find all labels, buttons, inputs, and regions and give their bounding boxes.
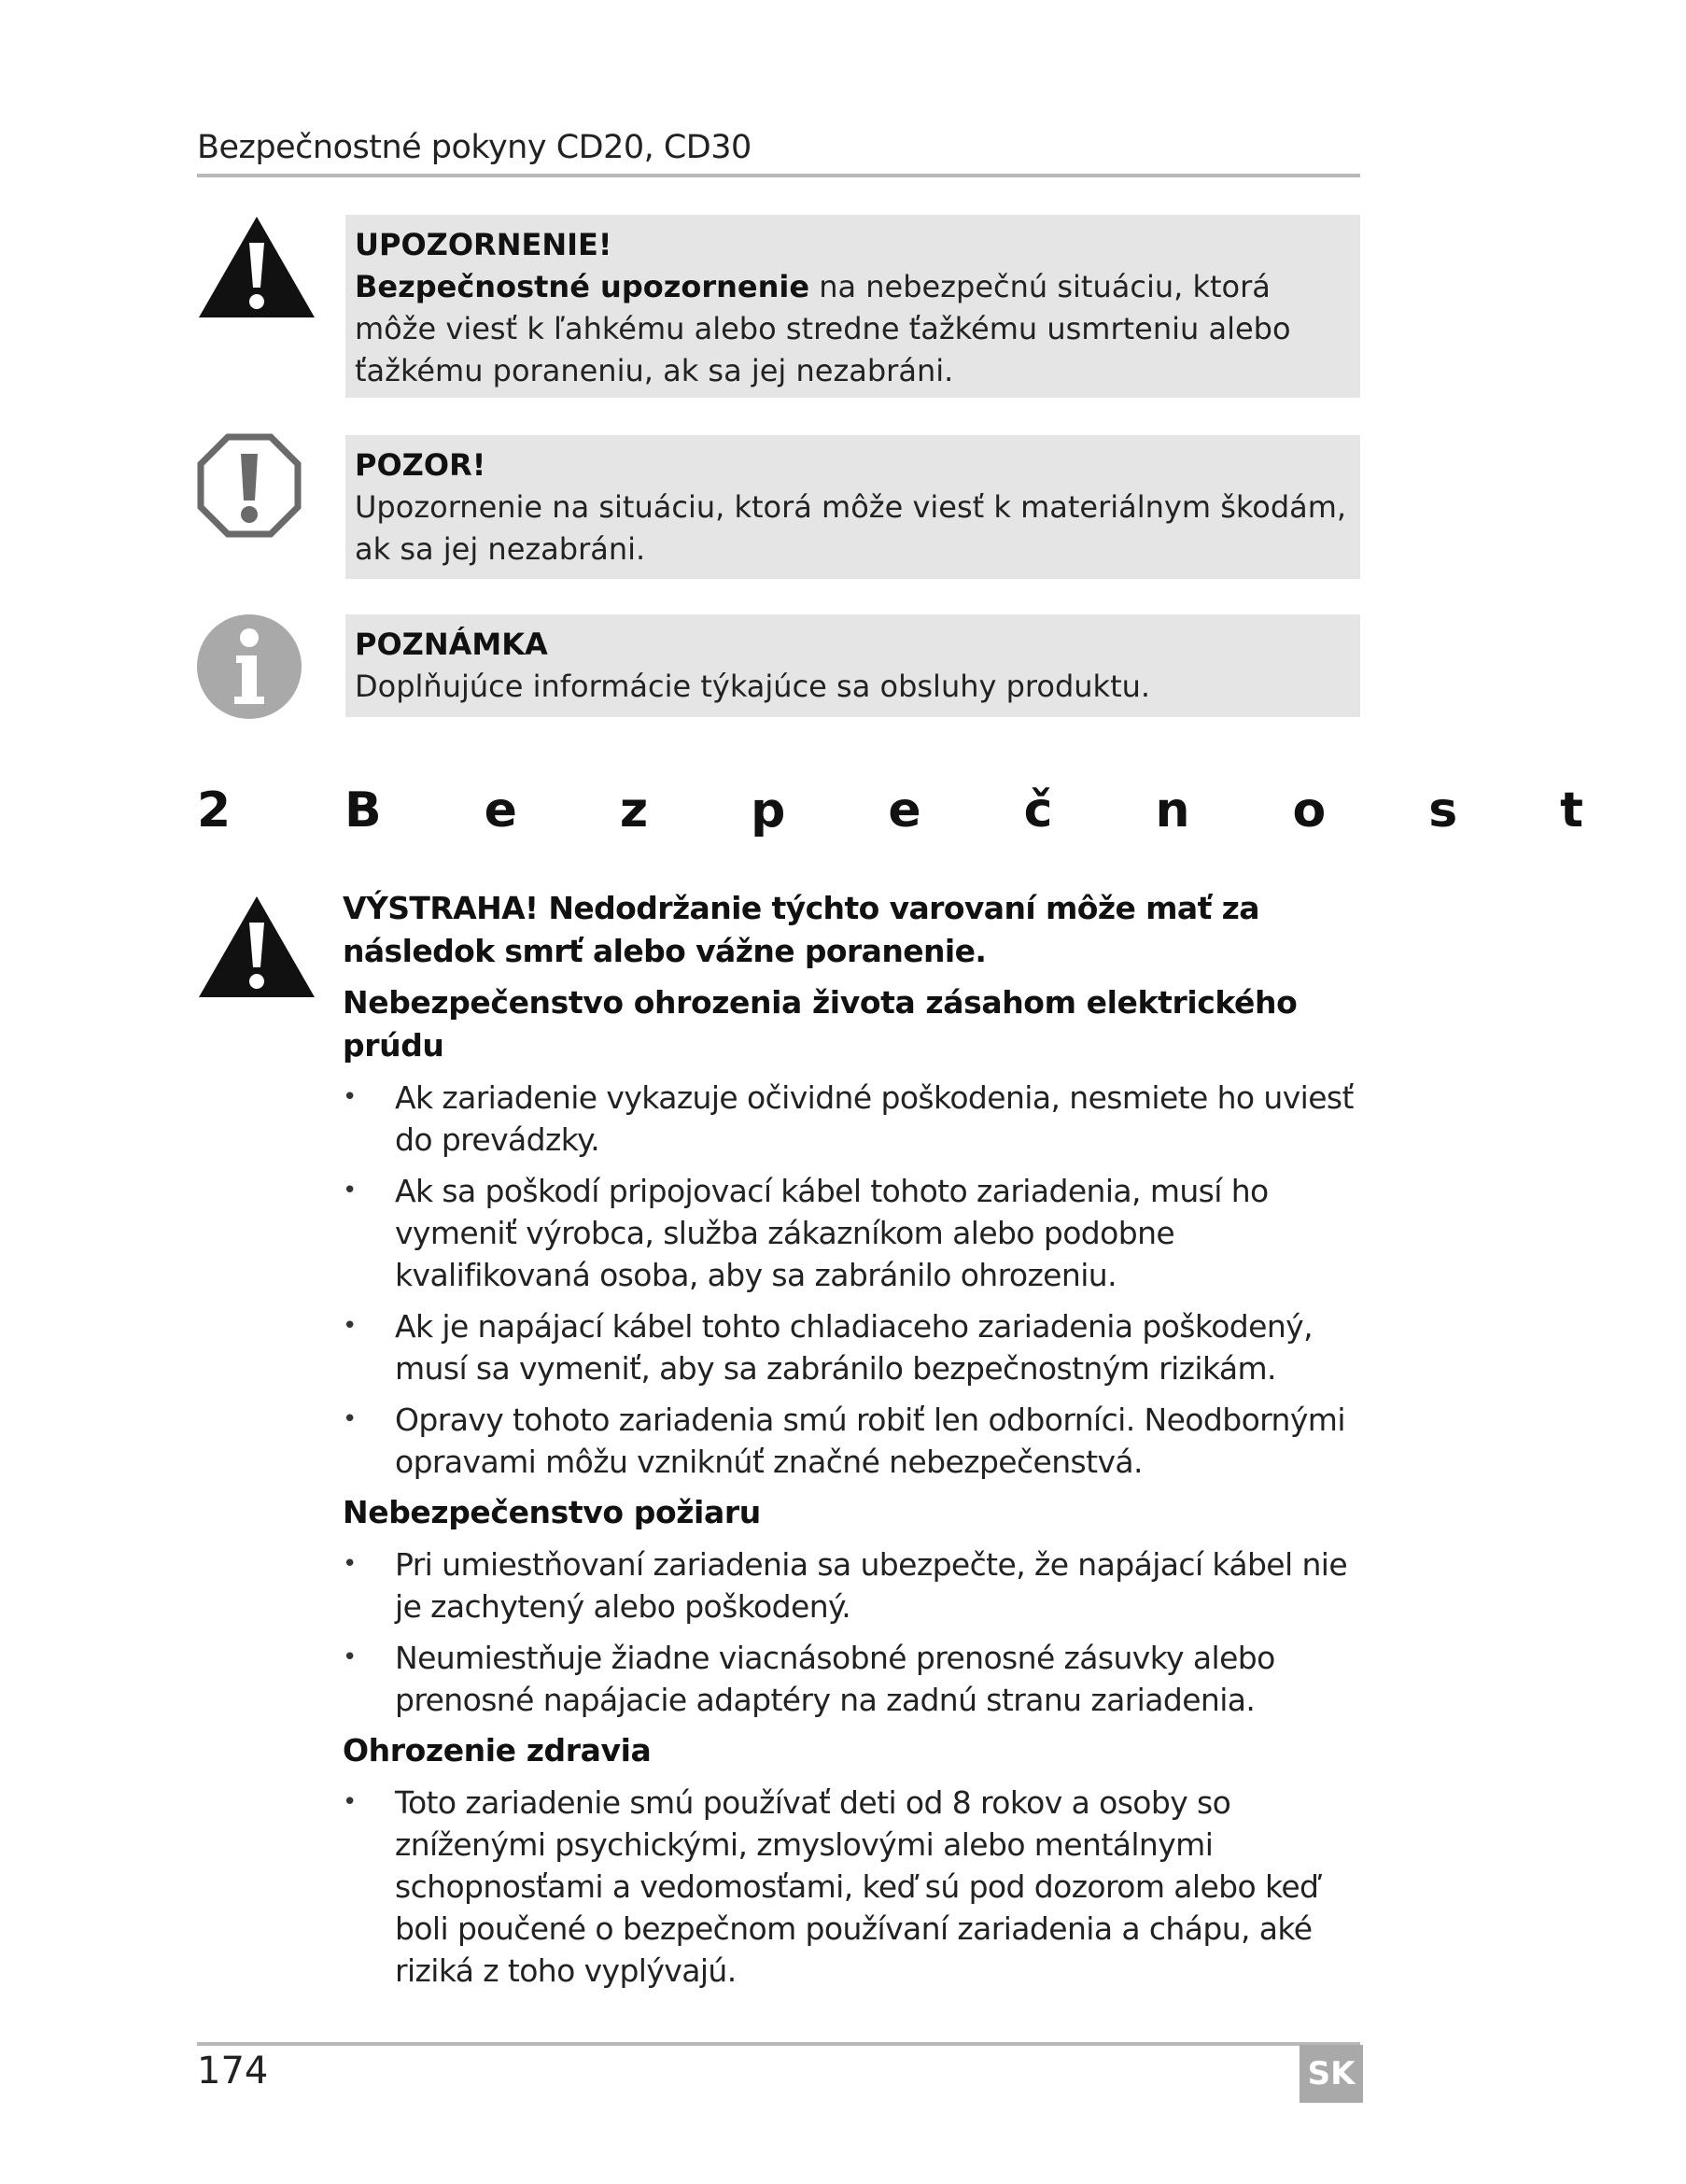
note-notice-title: POZNÁMKA	[355, 627, 548, 662]
warning-notice-text: na nebezpečnú situáciu, ktorá môže viesť k ľahkému alebo stredne ťažkému usmrteniu alebo ťažkému poraneniu, ak sa jej nezabráni.	[355, 269, 1291, 388]
subheading-fire: Nebezpečenstvo požiaru	[343, 1494, 761, 1530]
list-item: • Neumiestňuje žiadne viacnásobné prenosné zásuvky alebo prenosné napájacie adaptéry na zadnú stranu zariadenia.	[343, 1640, 1275, 1718]
warning-notice-title: UPOZORNENIE!	[355, 227, 612, 262]
warning-triangle-icon	[197, 895, 316, 999]
language-badge: SK	[1300, 2045, 1363, 2103]
warning-notice-lead: Bezpečnostné upozornenie	[355, 269, 810, 304]
list-item: • Pri umiestňovaní zariadenia sa ubezpečte, že napájací kábel nie je zachytený alebo poškodený.	[343, 1546, 1348, 1625]
bullet-list-fire	[343, 1543, 1370, 1721]
subheading-health: Ohrozenie zdravia	[343, 1732, 652, 1768]
page-number: 174	[197, 2050, 269, 2092]
section-number: 2	[197, 782, 232, 838]
list-item: • Ak zariadenie vykazuje očividné poškodenia, nesmiete ho uviesť do prevádzky.	[343, 1079, 1354, 1158]
warning-block	[343, 887, 1370, 1992]
warning-lead: VÝSTRAHA! Nedodržanie týchto varovaní môže mať za následok smrť alebo vážne poranenie.	[343, 890, 1259, 969]
note-notice	[345, 614, 1360, 717]
list-item: • Opravy tohoto zariadenia smú robiť len odborníci. Neodbornými opravami môžu vzniknúť značné nebezpečenstvá.	[343, 1402, 1345, 1480]
bullet-list-health	[343, 1782, 1370, 1992]
info-icon	[197, 614, 302, 719]
subheading-electric: Nebezpečenstvo ohrozenia života zásahom elektrického prúdu	[343, 984, 1298, 1064]
caution-notice-title: POZOR!	[355, 447, 486, 483]
caution-octagon-icon	[197, 433, 302, 538]
bullet-list-electric	[343, 1077, 1370, 1483]
list-item: • Toto zariadenie smú používať deti od 8 rokov a osoby so zníženými psychickými, zmyslovými alebo mentálnymi schopnosťami a vedomosťami, keď sú pod dozorom alebo keď boli poučené o bezpečnom používaní zariadenia a chápu, aké riziká z toho vyplývajú.	[343, 1784, 1319, 1989]
list-item: • Ak sa poškodí pripojovací kábel tohoto zariadenia, musí ho vymeniť výrobca, služba zákazníkom alebo podobne kvalifikovaná osoba, aby sa zabránilo ohrozeniu.	[343, 1173, 1269, 1293]
caution-notice-text: Upozornenie na situáciu, ktorá môže viesť k materiálnym škodám, ak sa jej nezabráni.	[355, 489, 1347, 567]
section-heading	[197, 782, 1686, 848]
footer-divider	[197, 2042, 1360, 2046]
section-title: Bezpečnost	[344, 782, 1686, 838]
header-title: Bezpečnostné pokyny CD20, CD30	[197, 129, 752, 166]
caution-notice	[345, 435, 1360, 579]
warning-notice	[345, 215, 1360, 398]
warning-triangle-icon	[197, 215, 316, 319]
note-notice-text: Doplňujúce informácie týkajúce sa obsluhy produktu.	[355, 669, 1151, 704]
header-divider	[197, 174, 1360, 177]
list-item: • Ak je napájací kábel tohto chladiaceho zariadenia poškodený, musí sa vymeniť, aby sa zabránilo bezpečnostným rizikám.	[343, 1308, 1313, 1387]
